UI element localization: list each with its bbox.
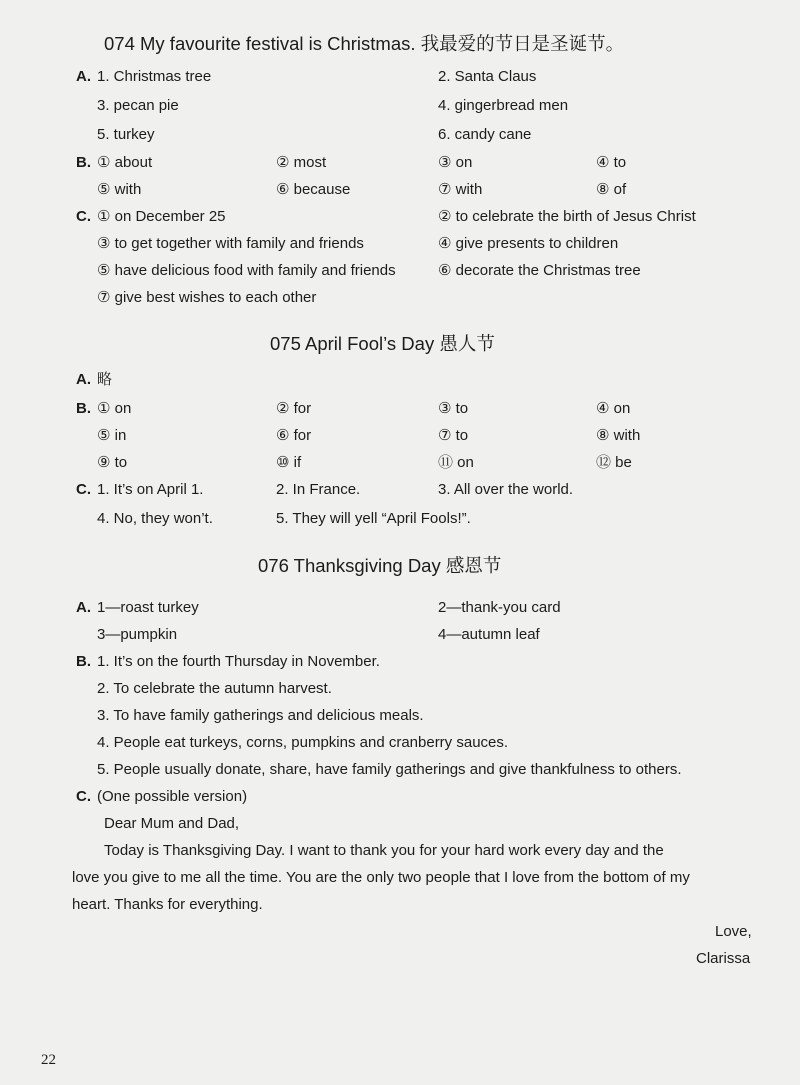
section-074-b-item: ③ on bbox=[438, 154, 473, 171]
letter-line: heart. Thanks for everything. bbox=[72, 896, 263, 913]
section-074-c-item: ② to celebrate the birth of Jesus Christ bbox=[438, 208, 696, 225]
section-076-b-item: 5. People usually donate, share, have family gatherings and give thankfulness to others. bbox=[97, 761, 682, 778]
section-074-b-item: ② most bbox=[276, 154, 327, 171]
section-076-b-item: 2. To celebrate the autumn harvest. bbox=[97, 680, 332, 697]
section-075-b-item: ⑩ if bbox=[276, 454, 302, 471]
letter-closing: Love, bbox=[715, 923, 752, 940]
section-075-c-label: C. bbox=[76, 481, 91, 498]
section-074-a-label: A. bbox=[76, 68, 91, 85]
section-075-c-item: 5. They will yell “April Fools!”. bbox=[276, 510, 471, 527]
section-075-c-item: 3. All over the world. bbox=[438, 481, 574, 498]
section-075-c-item: 2. In France. bbox=[276, 481, 361, 498]
section-074-c-item: ① on December 25 bbox=[97, 208, 226, 225]
page-number: 22 bbox=[41, 1052, 56, 1068]
section-074-b-item: ⑧ of bbox=[596, 181, 627, 198]
section-076-title: 076 Thanksgiving Day 感恩节 bbox=[258, 555, 502, 576]
section-076-b-item: 3. To have family gatherings and delicious meals. bbox=[97, 707, 424, 724]
section-074-b-item: ⑥ because bbox=[276, 181, 351, 198]
section-075-b-item: ④ on bbox=[596, 400, 631, 417]
section-075-b-item: ⑪ on bbox=[438, 454, 474, 471]
section-075-b-item: ⑥ for bbox=[276, 427, 312, 444]
letter-greeting: Dear Mum and Dad, bbox=[104, 815, 240, 832]
section-075-b-item: ⑦ to bbox=[438, 427, 469, 444]
section-074-a-item: 6. candy cane bbox=[438, 126, 532, 143]
letter-signature: Clarissa bbox=[696, 950, 751, 967]
section-075-c-item: 4. No, they won’t. bbox=[97, 510, 213, 527]
section-076-b-label: B. bbox=[76, 653, 91, 670]
section-075-b-label: B. bbox=[76, 400, 91, 417]
section-076-a-item: 4—autumn leaf bbox=[438, 626, 540, 643]
section-074-b-item: ⑤ with bbox=[97, 181, 142, 198]
section-074-a-item: 3. pecan pie bbox=[97, 97, 179, 114]
section-075-b-item: ⑫ be bbox=[596, 454, 632, 471]
section-075-b-item: ⑧ with bbox=[596, 427, 641, 444]
section-076-b-item: 1. It’s on the fourth Thursday in November. bbox=[97, 653, 380, 670]
section-075-b-item: ⑨ to bbox=[97, 454, 128, 471]
section-074-b-item: ④ to bbox=[596, 154, 627, 171]
section-074-title: 074 My favourite festival is Christmas. 我最爱的节日是圣诞节。 bbox=[104, 33, 625, 54]
section-075-c-item: 1. It’s on April 1. bbox=[97, 481, 204, 498]
section-074-a-item: 1. Christmas tree bbox=[97, 68, 212, 85]
section-076-a-item: 3—pumpkin bbox=[97, 626, 178, 643]
section-075-b-item: ① on bbox=[97, 400, 132, 417]
section-074-b-label: B. bbox=[76, 154, 91, 171]
section-074-c-item: ⑥ decorate the Christmas tree bbox=[438, 262, 641, 279]
section-076-b-item: 4. People eat turkeys, corns, pumpkins and cranberry sauces. bbox=[97, 734, 509, 751]
section-076-c-intro: (One possible version) bbox=[97, 788, 248, 805]
section-074-c-item: ⑦ give best wishes to each other bbox=[97, 289, 317, 306]
section-076-c-label: C. bbox=[76, 788, 91, 805]
section-075-title: 075 April Fool’s Day 愚人节 bbox=[270, 333, 495, 354]
section-074-c-item: ③ to get together with family and friends bbox=[97, 235, 364, 252]
section-076-a-item: 2—thank-you card bbox=[438, 599, 561, 616]
section-076-a-label: A. bbox=[76, 599, 91, 616]
section-075-b-item: ⑤ in bbox=[97, 427, 127, 444]
section-074-a-item: 4. gingerbread men bbox=[438, 97, 569, 114]
section-074-a-item: 2. Santa Claus bbox=[438, 68, 537, 85]
section-074-b-item: ① about bbox=[97, 154, 153, 171]
section-074-c-item: ⑤ have delicious food with family and friends bbox=[97, 262, 396, 279]
section-075-a-text: 略 bbox=[97, 371, 113, 388]
letter-line: Today is Thanksgiving Day. I want to thank you for your hard work every day and the bbox=[104, 842, 664, 859]
section-076-a-item: 1—roast turkey bbox=[97, 599, 199, 616]
section-074-c-label: C. bbox=[76, 208, 91, 225]
section-074-a-item: 5. turkey bbox=[97, 126, 155, 143]
section-075-b-item: ② for bbox=[276, 400, 312, 417]
letter-line: love you give to me all the time. You are the only two people that I love from the bottom of my bbox=[72, 869, 690, 886]
section-074-c-item: ④ give presents to children bbox=[438, 235, 619, 252]
section-074-b-item: ⑦ with bbox=[438, 181, 483, 198]
section-075-b-item: ③ to bbox=[438, 400, 469, 417]
section-075-a-label: A. bbox=[76, 371, 91, 388]
